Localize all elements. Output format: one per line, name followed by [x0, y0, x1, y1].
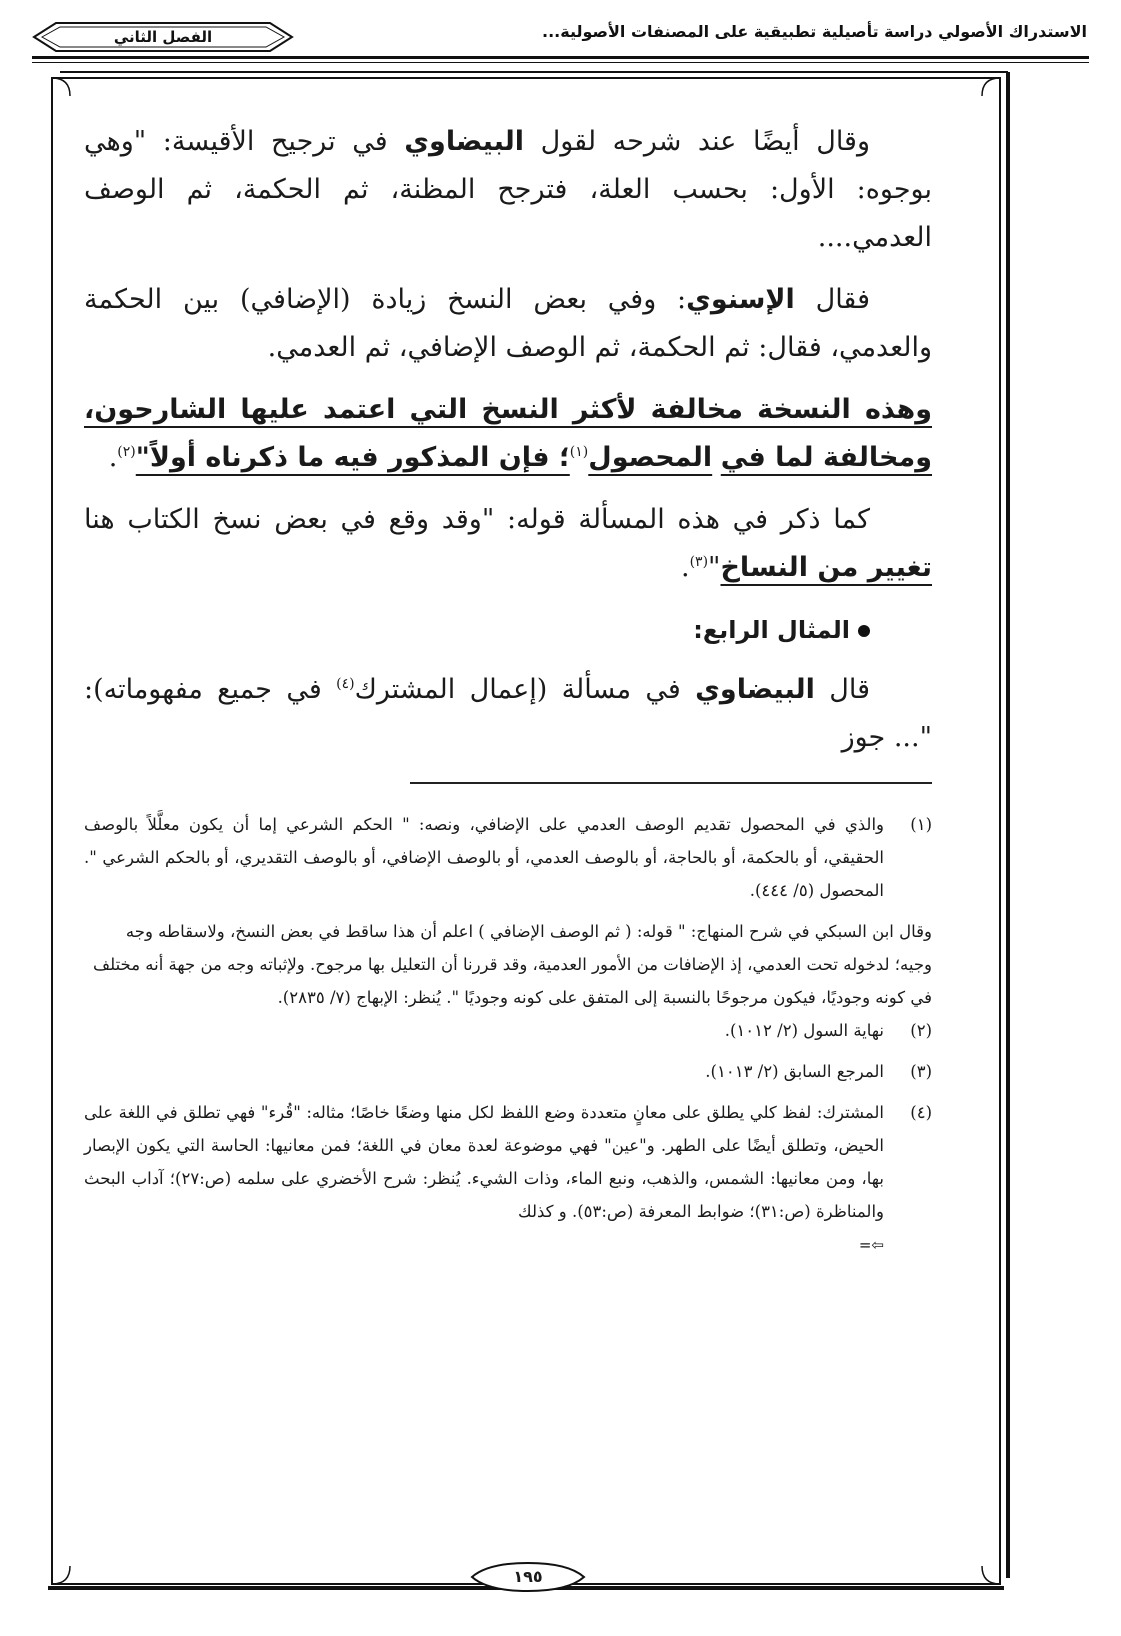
footnote-number: (٣): [910, 1062, 932, 1081]
footnote-3: [84, 1055, 932, 1088]
paragraph-5: قال البيضاوي في مسألة (إعمال المشترك$^{(٤)}$ في جميع مفهوماته): "... جوز: [84, 674, 932, 753]
paragraph-3: وهذه النسخة مخالفة لأكثر النسخ التي اعتمد عليها الشارحون، ومخالفة لما في المحصول$^{(١)}$؛ فإن المذكور فيه ما ذكرناه أولاً"$^{(٢)}$.: [84, 394, 932, 473]
section-heading-fourth-example: المثال الرابع:: [84, 606, 932, 654]
footnote-text: المرجع السابق (٢/ ١٠١٣).: [705, 1062, 884, 1081]
footnote-ref-4[interactable]: (٤): [336, 676, 355, 692]
footnotes: [84, 808, 932, 1269]
footnote-number: (٢): [910, 1021, 932, 1040]
name-baydawi-2: البيضاوي: [695, 674, 815, 705]
footnote-separator: [410, 782, 932, 784]
footnote-4: [84, 1096, 932, 1261]
footnote-ref-3[interactable]: (٣): [689, 554, 709, 570]
name-mahsul: المحصول: [588, 442, 713, 473]
running-header-title: الاستدراك الأصولي دراسة تأصيلية تطبيقية على المصنفات الأصولية...: [542, 22, 1087, 41]
footnote-ref-1[interactable]: (١): [569, 444, 589, 460]
footnote-ref-2[interactable]: (٢): [117, 444, 136, 460]
name-isnawi: الإسنوي: [686, 284, 795, 315]
chapter-label: الفصل الثاني: [113, 28, 213, 46]
continued-arrow-icon: ⇦=: [858, 1236, 884, 1254]
name-baydawi: البيضاوي: [404, 126, 525, 157]
bullet-icon: [858, 625, 870, 637]
paragraph-1: وقال أيضًا عند شرحه لقول البيضاوي في ترجيح الأقيسة: "وهي بوجوه: الأول: بحسب العلة، فترجح المظنة، ثم الحكمة، ثم الوصف العدمي....: [84, 126, 932, 253]
footnote-2: [84, 1014, 932, 1047]
page-number: ١٩٥: [513, 1567, 543, 1586]
footnote-number: (١): [910, 815, 932, 834]
footnote-text: المشترك: لفظ كلي يطلق على معانٍ متعددة وضع اللفظ لكل منها وضعًا خاصًا؛ مثاله: "قُرء" فهي تطلق في اللغة على الحيض، وتطلق أيضًا على الطهر. و"عين" فهي موضوعة لعدة معان في اللغة؛ فمن معانيها: الحاسة التي يكون الإبصار بها، ومن معانيها: الشمس، والذهب، ونبع الماء، وذات الشيء. يُنظر: شرح الأخضري على سلمه (ص:٢٧)؛ آداب البحث والمناظرة (ص:٣١)؛ ضوابط المعرفة (ص:٥٣). و كذلك: [84, 1103, 884, 1221]
phrase-copyist-change: تغيير من النساخ: [720, 552, 932, 583]
page-number-badge: [468, 1560, 588, 1594]
footnote-1: [84, 808, 932, 907]
footnote-text: نهاية السول (٢/ ١٠١٢).: [724, 1021, 884, 1040]
paragraph-2: فقال الإسنوي: وفي بعض النسخ زيادة (الإضافي) بين الحكمة والعدمي، فقال: ثم الحكمة، ثم الوصف الإضافي، ثم العدمي.: [84, 284, 932, 363]
footnote-number: (٤): [910, 1103, 932, 1122]
footnote-1-continuation: وقال ابن السبكي في شرح المنهاج: " قوله: ( ثم الوصف الإضافي ) اعلم أن هذا ساقط في بعض النسخ، ولاسقاطه وجه وجيه؛ لدخوله تحت العدمي، إذ الإضافات من الأمور العدمية، وقد قررنا أن التعليل بها مرجوح. ولإثباته وجه من جهة أنه مختلف في كونه وجوديًا، فيكون مرجوحًا بالنسبة إلى المتفق على كونه وجوديًا ". يُنظر: الإبهاج (٧/ ٢٨٣٥).: [93, 922, 932, 1007]
paragraph-4: كما ذكر في هذه المسألة قوله: "وقد وقع في بعض نسخ الكتاب هنا تغيير من النساخ"$^{(٣)}$.: [84, 504, 932, 583]
footnote-text: والذي في المحصول تقديم الوصف العدمي على الإضافي، ونصه: " الحكم الشرعي إما أن يكون معلَّلاً بالوصف الحقيقي، أو بالحكمة، أو بالحاجة، أو بالوصف العدمي، أو بالوصف الإضافي، أو بالوصف التقديري، أو بالحكم الشرعي ". المحصول (٥/ ٤٤٤).: [84, 815, 884, 900]
main-text: [84, 118, 932, 776]
